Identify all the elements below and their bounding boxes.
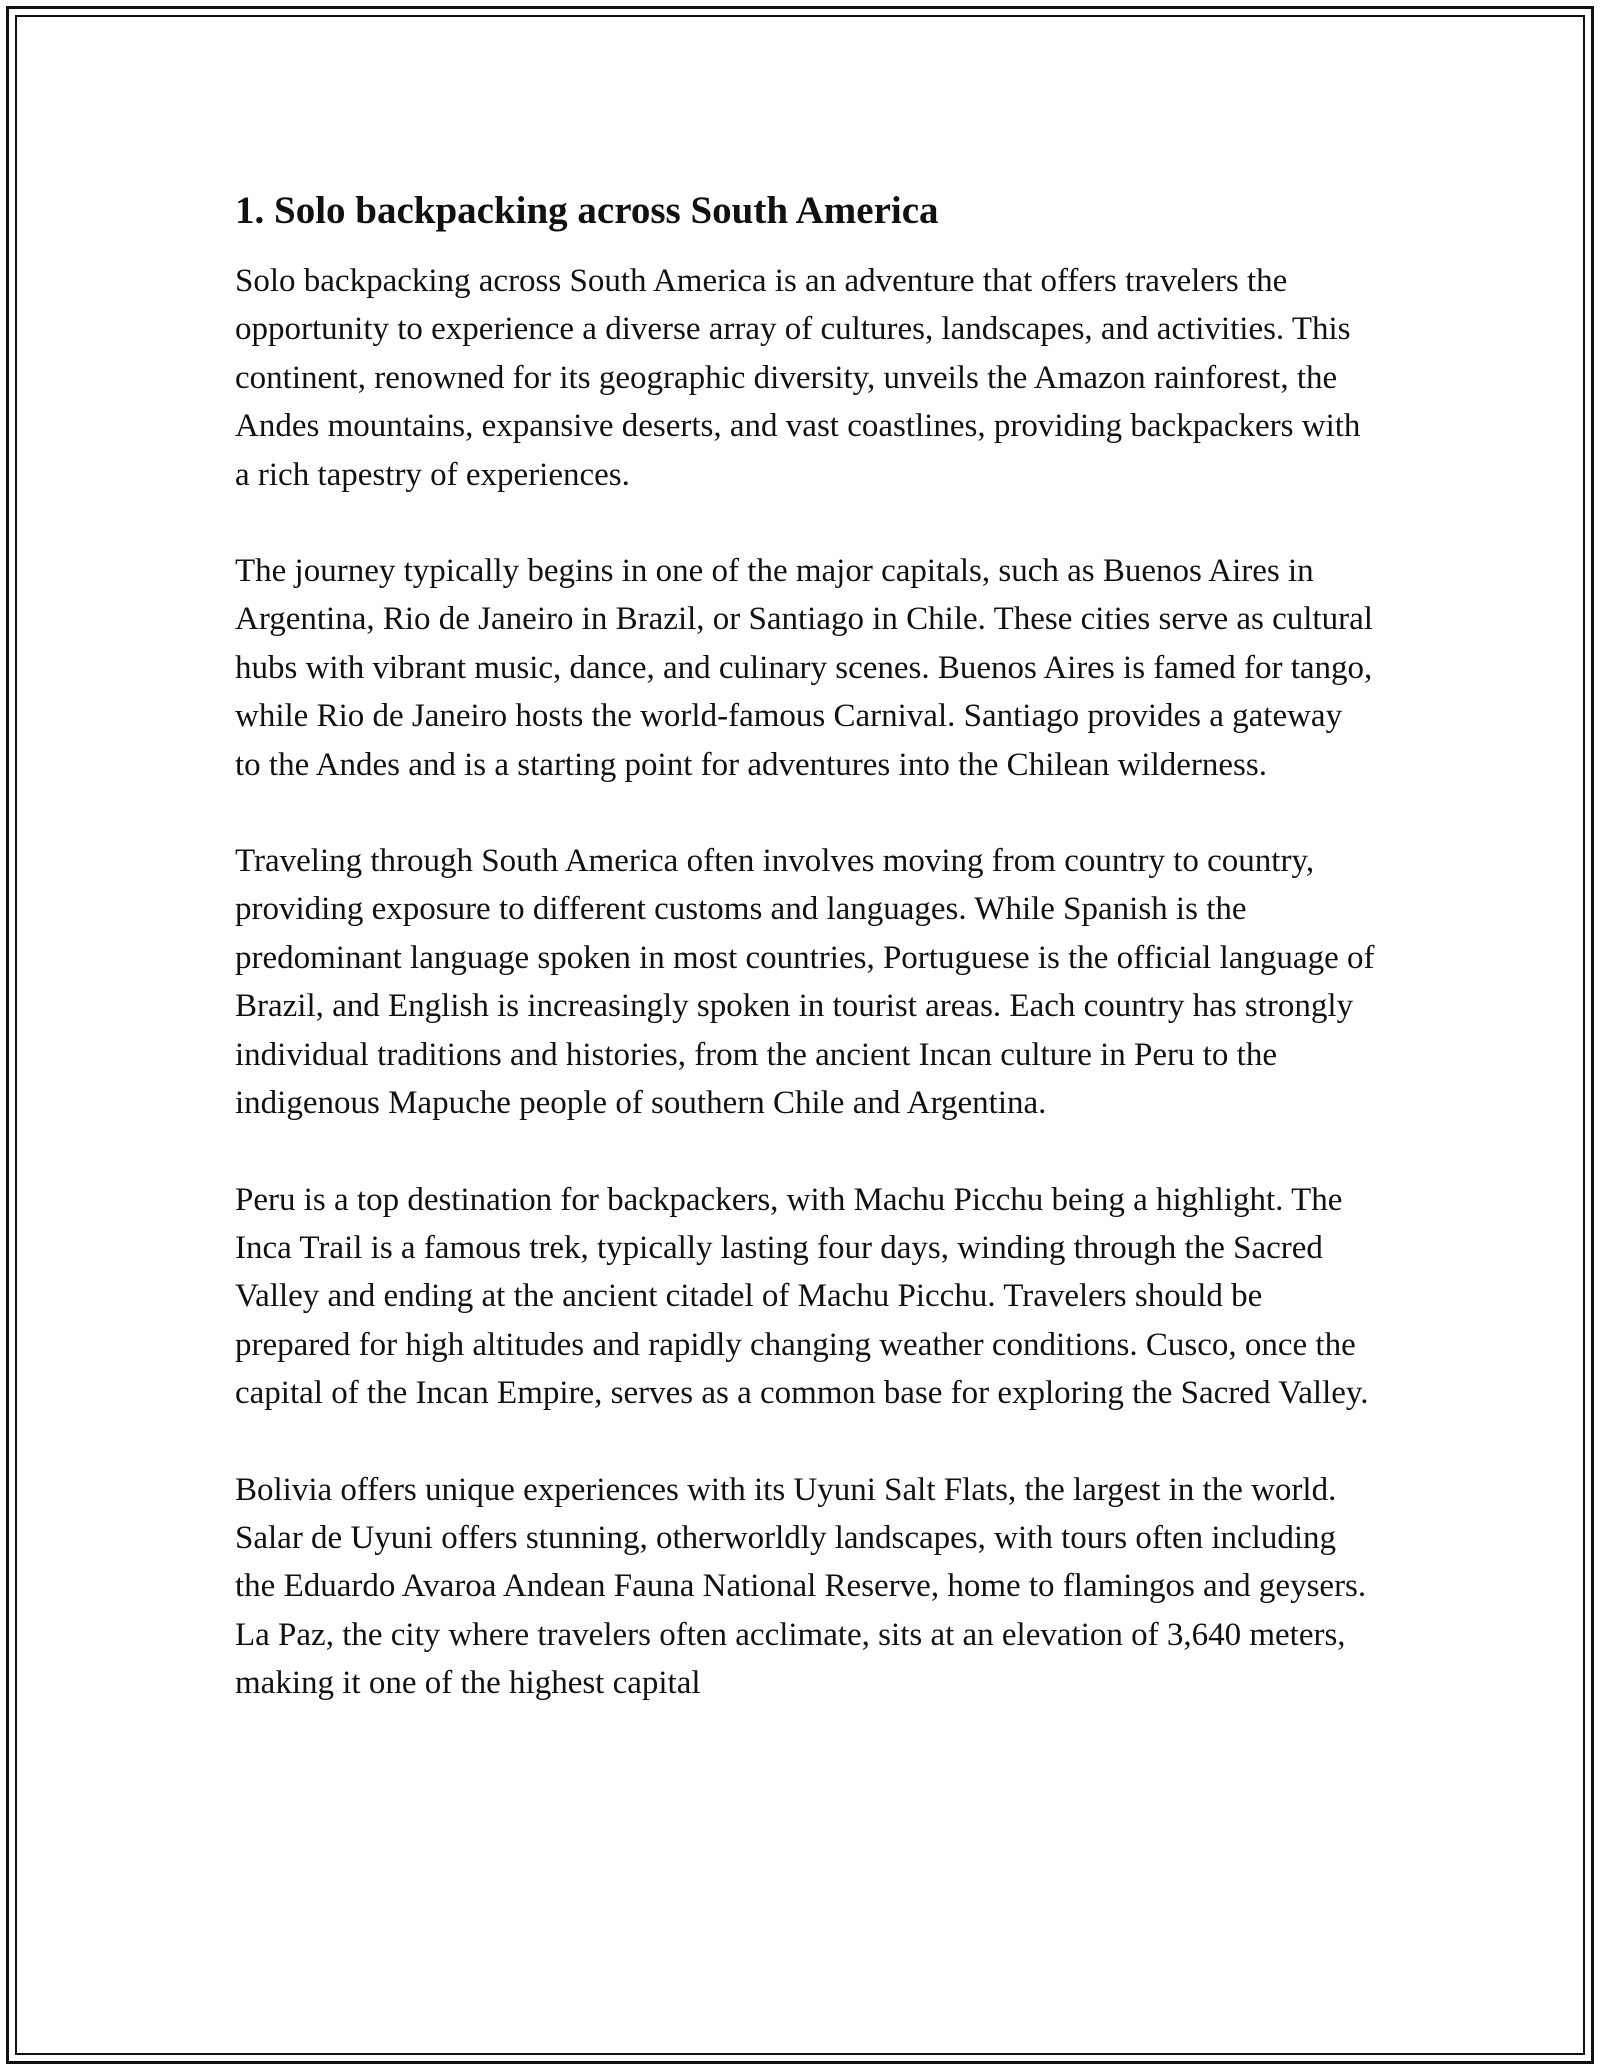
paragraph-intro: Solo backpacking across South America is an adventure that offers travelers the opportunity to experience a diverse array of cultures, landscapes, and activities. This continent, renowned for its geographic diversity, unveils the Amazon rainforest, the Andes mountains, expansive deserts, and vast coastlines, providing backpackers with a rich tapestry of experiences. bbox=[235, 263, 1361, 493]
section-heading: 1. Solo backpacking across South America bbox=[235, 189, 939, 232]
paragraph-bolivia: Bolivia offers unique experiences with its Uyuni Salt Flats, the largest in the world. Salar de Uyuni offers stunning, otherworldly landscapes, with tours often including the Eduardo Avaroa Andean Fauna National Reserve, home to flamingos and geysers. La Paz, the city where travelers often acclimate, sits at an elevation of 3,640 meters, making it one of the highest capital bbox=[235, 1471, 1367, 1702]
paragraph-peru: Peru is a top destination for backpackers, with Machu Picchu being a highlight. The Inca Trail is a famous trek, typically lasting four days, winding through the Sacred Valley and ending at the ancient citadel of Machu Picchu. Travelers should be prepared for high altitudes and rapidly changing weather conditions. Cusco, once the capital of the Incan Empire, serves as a common base for exploring the Sacred Valley. bbox=[235, 1181, 1369, 1412]
document-body bbox=[235, 185, 1375, 1756]
paragraph-capitals: The journey typically begins in one of the major capitals, such as Buenos Aires in Argentina, Rio de Janeiro in Brazil, or Santiago in Chile. These cities serve as cultural hubs with vibrant music, dance, and culinary scenes. Buenos Aires is famed for tango, while Rio de Janeiro hosts the world-famous Carnival. Santiago provides a gateway to the Andes and is a starting point for adventures into the Chilean wilderness. bbox=[235, 553, 1373, 783]
paragraph-languages: Traveling through South America often involves moving from country to country, providing exposure to different customs and languages. While Spanish is the predominant language spoken in most countries, Portuguese is the official language of Brazil, and English is increasingly spoken in tourist areas. Each country has strongly individual traditions and histories, from the ancient Incan culture in Peru to the indigenous Mapuche people of southern Chile and Argentina. bbox=[235, 843, 1375, 1122]
